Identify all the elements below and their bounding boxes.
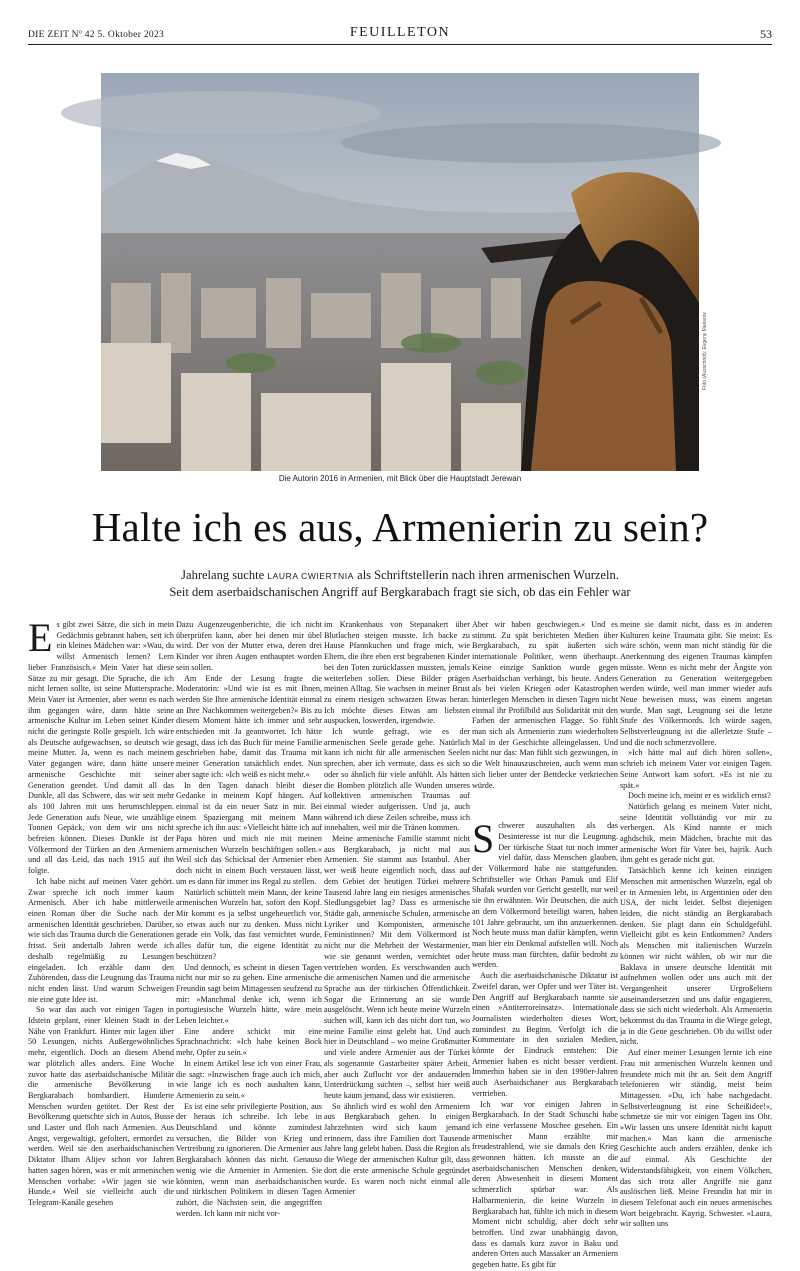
subhead-line2: Seit dem aserbaidschanischen Angriff auf Bergkarabach fragt sie sich, ob das ein Fehler war — [169, 585, 631, 599]
paragraph: Tatsächlich kenne ich keinen einzigen Menschen mit armenischen Wurzeln, egal ob er in Armenien lebt, in Argentinien oder den USA, der nicht leidet. Selbst diejenigen leiden, die nicht ständig an Bergkarabach denken. Sie plagt dann ein Schuldgefühl. Vielleicht gibt es kein Entkommen? Anders als Menschen mit italienischen Wurzeln können wir nicht wählen, ob wir nur die Baklava in unsere deutsche Identität mit aufnehmen wollen oder uns auch mit der Vergangenheit unserer Urgroßeltern auseinandersetzen und uns dafür engagieren, dass sie sich nicht wiederholt. Als Armenierin bekommst du das Trauma in die Wiege gelegt, ja in die Gene geschrieben. Ob du willst oder nicht. — [620, 866, 772, 1047]
photo-credit: Foto (Ausschnitt): Evgeny Makarov — [702, 312, 708, 390]
page-header — [28, 22, 772, 45]
paragraph: Ich habe nicht auf meinen Vater gehört. Zwar spreche ich noch immer kaum Armenisch. Aber ich habe mittlerweile einen Roman über die Suche nach der armenischen Identität geschrieben. Darüber, wie sich das Trauma durch die Generationen frisst. Seit andertalb Jahren werde ich deshalb regelmäßig zu Lesungen eingeladen. Ich erzähle dann den Zuhörenden, dass die Leugnung das Trauma nicht enden lässt. Und warum Schweigen nie eine gute Idee ist. — [28, 876, 174, 1004]
subhead-pre: Jahrelang suchte — [181, 568, 268, 582]
article-column-4 — [472, 620, 618, 1270]
paragraph: So ähnlich wird es wohl den Armeniern aus Bergkarabach gehen. In einigen Jahrzehnten wird sich kaum jemand erinnern, dass ihre Familien dort Tausende Jahre lang gelebt haben. Dass die Region als die Wiege der armenischen Kultur gilt, dass dort die erste armenische Schule gegründet wurde. Es waren noch nicht einmal alle Armenier — [324, 1101, 470, 1197]
paragraph: Auf einer meiner Lesungen lernte ich eine Frau mit armenischen Wurzeln kennen und freundete mich mit ihr an. Seit dem Angriff telefonieren wir ständig, meist beim Mittagessen. »Du, ich habe nachgedacht. Selbstverleugnung ist eine Scheißidee!«, schmetze sie mir vor einigen Tagen ins Ohr. »Wir lassen uns unsere Identität nicht kaputt machen.« Man kann die armenische Geschichte auch anders erzählen, denke ich auf einmal. Als Geschichte der Widerstandsfähigkeit, von einem Völkchen, das sich trotz aller Angriffe nie ganz auslöschen ließ. Meine Freundin hat mir in diesem Telefonat auch ein neues armenisches Wort beigebracht. Kayrig. Schwester. »Laura, wir sollten uns — [620, 1048, 772, 1229]
paragraph: Aber wir haben geschwiegen.« Und es stimmt. Zu spät berichteten Medien über Bergkarabach, zu spät äußerten sich internationale Politiker, wenn überhaupt. Keine einzige Sanktion wurde gegen Aserbaidschan verhängt, bis heute. Anders als bei vielen Kriegen oder Katastrophen hinterlegen Menschen in diesen Tagen nicht einmal ihr Profilbild aus Solidarität mit den Farben der armenischen Flagge. So fühlt man sich als Armenierin zum wiederholten Mal in der Geschichte alleingelassen. Und nicht nur das: Man fühlt sich gezwungen, in die Welt hinauszuschreien, auch wenn man sich lieber unter der Bettdecke verkriechen würde. — [472, 620, 618, 790]
paragraph: Am Ende der Lesung fragte die Moderatorin: »Und wie ist es mit Ihnen, werden Sie Ihre armenische Identität einmal an Ihre Nachkommen weitergeben?« Bis zu diesem Moment hätte ich immer und sehr entschieden mit Ja geantwortet. Ich hätte gesagt, dass ich das Buch für meine Familie geschrieben habe, damit das Trauma mit meiner Generation tatsächlich endet. Nun aber sagte ich: »Ich weiß es nicht mehr.« — [176, 673, 322, 779]
paragraph: Und dennoch, es scheint in diesen Tagen nicht nur mir so zu gehen. Eine armenische Freundin sagt beim Mittagessen seufzend zu mir: »Manchmal denke ich, wenn ich portugiesische Wurzeln hätte, wäre mein Leben leichter.« — [176, 962, 322, 1026]
paragraph: Schwerer auszuhalten als das Desinteresse ist nur die Leugnung. Der türkische Staat tut noch immer viel dafür, dass Menschen glauben, der Völkermord habe nie stattgefunden. Schriftsteller wie Orhan Pamuk und Elif Shafak wurden vor Gericht gestellt, nur weil sie ihn erwähnten. Wir Deutschen, die auch an dem Völkermord beteiligt waren, haben 101 Jahre gebraucht, um ihn anzuerkennen. Noch heute muss man dafür kämpfen, wenn man hier ein Denkmal aufstellen will. Noch heute muss man fürchten, dafür bedroht zu werden. — [472, 816, 618, 970]
paragraph: Natürlich schüttelt mein Mann, der keine armenischen Wurzeln hat, sofort den Kopf. Mir kommt es ja selbst ungeheuerlich vor, so etwas auch nur zu denken. Muss nicht gerade ein Volk, das fast vernichtet wurde, alles dafür tun, die eigene Identität zu beschützen? — [176, 887, 322, 961]
paragraph: So war das auch vor einigen Tagen in Idstein geplant, einer kleinen Stadt in der Nähe von Frankfurt. Hinter mir lagen über 50 Lesungen, nichts Außergewöhnliches mehr, eigentlich. Doch an diesem Abend war plötzlich alles anders. Eine Woche zuvor hatte das aserbaidschanische Militär die armenische Bevölkerung in Bergkarabach bombardiert. Hunderte Menschen wurden getötet. Der Rest der Bevölkerung quetschte sich in Autos, Busse und Laster und floh nach Armenien. Aus Angst, vergewaltigt, gefoltert, ermordet zu werden. Weil sie den aserbaidschanischen Diktator Ilham Alijev schon vor Jahren hatten sagen hören, was er mit armenischen Menschen vorhabe: »Wir jagen sie wie Hunde.« Weil sie vielleicht auch die Telegram-Kanäle gesehen — [28, 1005, 174, 1207]
article-column-1 — [28, 615, 175, 1207]
issue-info: DIE ZEIT Nº 42 5. Oktober 2023 — [28, 30, 165, 40]
paragraph: In einem Artikel lese ich von einer Frau, die sagt: »Inzwischen frage auch ich mich, wie lange ich es noch aushalten kann, Armenierin zu sein.« — [176, 1058, 322, 1100]
subheadline — [120, 567, 680, 600]
section-title: FEUILLETON — [349, 25, 451, 40]
drop-cap: S — [472, 816, 495, 862]
article-column-2 — [176, 620, 322, 1218]
photo-caption: Die Autorin 2016 in Armenien, mit Blick über die Hauptstadt Jerewan — [278, 474, 522, 483]
paragraph: Es ist eine sehr privilegierte Position, aus der heraus ich schreibe. Ich lebe in Deutschland und könnte zumindest versuchen, die Bilder von Krieg und Vertreibung zu ignorieren. Die Armenier aus Bergkarabach können das nicht. Genauso wenig wie die Armenier in Armenien. Sie könnten, wenn man aserbaidschanischen und türkischen Politikern in diesen Tagen zuhört, die Nächsten sein, die angegriffen werden. Ich kann mir nicht vor- — [176, 1101, 322, 1218]
article-column-3 — [324, 620, 470, 1197]
subhead-post: als Schriftstellerin nach ihren armenischen Wurzeln. — [354, 568, 619, 582]
paragraph: Auch die aserbaidschanische Diktatur ist Zweifel daran, wer Opfer und wer Täter ist. Den Angriff auf Bergkarabach nannte sie einen »Antiterroreinsatz«. Internationale Journalisten wiederholten dieses Wort, zumindest zu Beginn. Verfolgt ich die Kommentare in den sozialen Medien, könnte der Eindruck entstehen: Die Armenier haben es nicht besser verdient. Immerhin haben sie in den 1990er-Jahren auch Aserbaidschaner aus Bergkarabach vertrieben. — [472, 971, 618, 1098]
paragraph: In den Tagen danach bleibt dieser Gedanke in meinem Kopf hängen. Auf einmal ist da ein neuer Satz in mir. Bei einem Spaziergang mit meinem Mann spreche ich ihn aus: »Vielleicht hätte ich auf Papa hören und mich nie mit meinen armenischen Wurzeln beschäftigen sollen.« Weil sich das Schicksal der Armenier eben doch nicht in einem Buch verstauen lässt, um es dann für immer ins Regal zu stellen. — [176, 780, 322, 886]
paragraph: Dazu Augenzeugenberichte, die ich nicht überprüfen kann, aber bei denen mir übel wird. Der von der Mutter etwa, deren drei Kinder vor ihren Augen enthauptet worden sein sollen. — [176, 620, 322, 672]
author-name: LAURA CWIERTNIA — [267, 571, 355, 581]
photo-illustration — [101, 73, 699, 471]
paragraph: Ich war vor einigen Jahren in Bergkarabach. In der Stadt Schuschi habe ich eine verlassene Moschee gesehen. Ein armenischer Mann erzählte mir freudestrahlend, wie sie damals den Krieg gewonnen hätten. Ich musste an die aserbaidschanischen Menschen denken, deren Abwesenheit in diesem Moment schmerzlich spürbar war. Als Halbarmenierin, die keine Wurzeln in Bergkarabach hat, fühlte ich mich in diesem Moment nicht schuldig, aber doch sehr betroffen. Und zwar unabhängig davon, dass es damals kurz zuvor in Baku und anderen Orten auch Massaker an Armeniern gegeben hatte. Es gibt für — [472, 1099, 618, 1270]
article-photo — [101, 73, 699, 471]
drop-cap: E — [28, 615, 53, 660]
article-column-5 — [620, 620, 772, 1229]
paragraph: Doch meine ich, meint er es wirklich ernst? — [628, 791, 771, 801]
paragraph: »Ich hätte mal auf dich hören sollen«, schrieb ich meinem Vater vor einigen Tagen. Seine Antwort kam sofort. »Es ist nie zu spät.« — [620, 748, 772, 790]
paragraph: Natürlich gelang es meinem Vater nicht, seine Identität vollständig vor mir zu verbergen. Als Kind nannte er mich aghdschik, mein Mädchen, brachte mit das armenische Wort für Vater bei, hajrik. Auch ihm geht es gerade nicht gut. — [620, 801, 772, 865]
paragraph: im Krankenhaus von Stepanakert über Blutlachen steigen musste. Ich backe zu Hause Pfannkuchen und frage mich, wie Eltern, die ihre eben erst begrabenen Kinder bei den Toten zurücklassen mussten, jemals weiterleben sollen. Diese Bilder prägen meinen Alltag. Sie wachsen in meiner Brust zu einem riesigen schwarzen Etwas heran. Ich möchte dieses Etwas am liebsten auspucken, loswerden, irgendwie. — [324, 620, 470, 726]
paragraph: meine sie damit nicht, dass es in anderen Kulturen keine Traumata gibt. Sie meint: Es wäre schön, wenn man nicht ständig für die Anerkennung des eigenen Traumas kämpfen müsste. Wenn es nicht mehr der Ängste von Generation zu Generation weitergegeben werden würde, weil man immer wieder aufs Neue beweisen muss, was einem angetan wurde. Man sagt, Leugnung sei die letzte Stufe des Völkermords. Ich würde sagen, Selbstverleugnung ist die allerletzte Stufe – und die noch schmerzvollere. — [620, 620, 772, 747]
paragraph: Meine armenische Familie stammt nicht aus Bergkarabach, ja nicht mal aus Armenien. Sie stammt aus Istanbul. Aber wer weiß heute eigentlich noch, dass auf dem Gebiet der heutigen Türkei mehrere Tausend Jahre lang ein riesiges armenisches Siedlungsgebiet lag? Dass es armenische Städte gab, armenische Schulen, armenische Lyriker und Komponisten, armenische Feministinnen? Mit dem Völkermord ist nicht nur die Mehrheit der Westarmenier, wie sie genannt werden, vernichtet oder vertrieben worden. Es verschwanden auch die armenischen Namen und die armenische Sprache aus der türkischen Öffentlichkeit. Sogar die Erinnerung an sie wurde ausgelöscht. Wenn ich heute meine Wurzeln suchen will, kann ich das nicht dort tun, wo meine Familie einst gelebt hat. Und auch hier in Deutschland – wo meine Großmutter und viele andere Armenier aus der Türkei als sogenannte Gastarbeiter später Arbeit, aber auch Zuflucht vor der andauernden Unterdrückung suchten –, selbst hier weiß heute kaum jemand, dass wir existieren. — [324, 834, 470, 1100]
paragraph: Es gibt zwei Sätze, die sich in mein Gedächtnis gebrannt haben, seit ich ein kleines Mädchen war: »Wau, du willst Armenisch lernen? Lern lieber Französisch.« Mein Vater hat diese Sätze zu mir gesagt. Die Sprache, die ich nicht lernen sollte, ist seine Muttersprache. Mein Vater ist Armenier, aber wenn es nach ihm gegangen wäre, dann hätte seine armenische Kultur im Leben seiner Kinder nicht die geringste Rolle gespielt. Ich wäre als Deutsche aufgewachsen, so deutsch wie meine Mutter. Ja, wenn es nach meinem Vater gegangen wäre, dann hätte unsere armenische Geschichte mit seiner Generation geendet. Und damit all das Dunkle, all das Schwere, das wir seit mehr als 100 Jahren mit uns herumschleppen. Jede Generation aufs Neue, wie unzählige Tonnen Gepäck, von dem wir uns nicht befreien können. Dieses Dunkle ist der Völkermord der Türken an den Armeniern und all das Leid, das nach 1915 auf ihn folgte. — [28, 615, 175, 876]
paragraph: Ich wurde gefragt, wie es der armenischen Seele gerade gehe. Natürlich kann ich nicht für alle armenischen Seelen sprechen, aber ich vermute, dass es sich so oder so ähnlich für viele anfühlt. Als hätten die Bomben plötzlich alle Wunden unseres kollektiven armenischen Traumas auf einmal wieder aufgerissen. Und ja, auch während ich diese Zeilen schreibe, muss ich innehalten, weil mir die Tränen kommen. — [324, 727, 470, 833]
paragraph: Eine andere schickt mir eine Sprachnachricht: »Ich habe keinen Bock mehr, Opfer zu sein.« — [176, 1026, 322, 1058]
headline: Halte ich es aus, Armenierin zu sein? — [91, 504, 709, 550]
page-number: 53 — [760, 27, 772, 41]
